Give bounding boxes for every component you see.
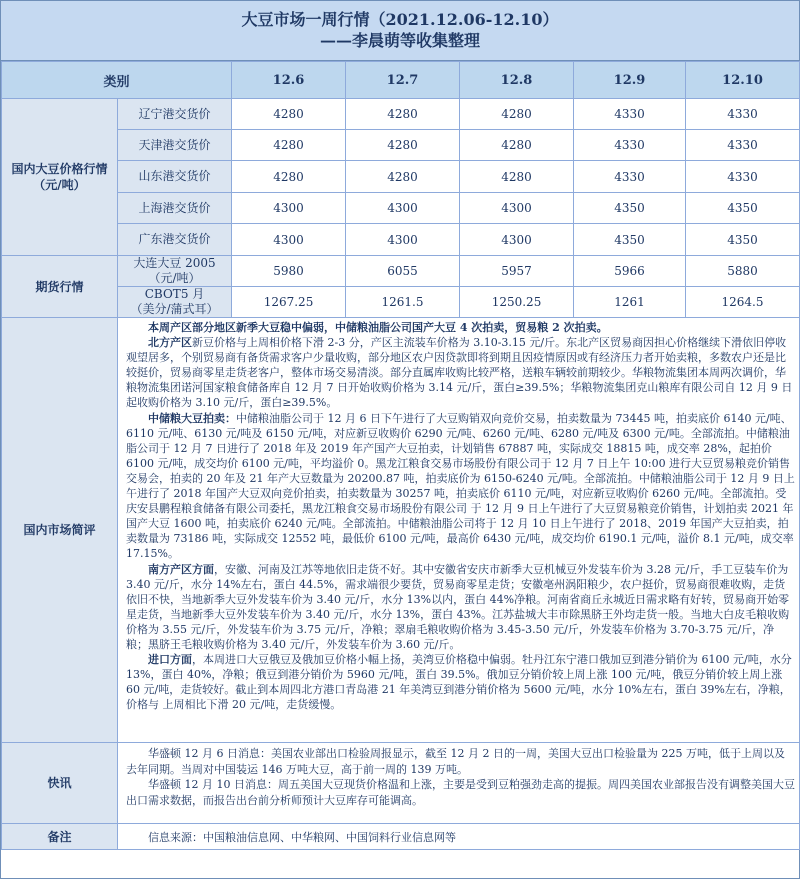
price-cell: 4300 [346,193,460,224]
review-south [126,562,795,653]
price-cell: 4330 [686,99,800,130]
price-cell: 1261 [574,287,686,318]
header-date: 12.10 [686,62,800,99]
price-cell: 5966 [574,256,686,287]
price-cell: 1264.5 [686,287,800,318]
domestic-price-label-text: 国内大豆价格行情（元/吨） [11,162,108,192]
row-label: 辽宁港交货价 [118,99,232,130]
price-cell: 4350 [574,224,686,256]
review-north-lead: 北方产区 [148,336,192,350]
price-cell: 4280 [346,99,460,130]
remarks-label: 备注 [2,824,118,850]
price-cell: 4300 [460,224,574,256]
row-label-line: 大连大豆 2005 [133,256,216,270]
review-north [126,335,795,410]
review-auction [126,411,795,562]
header-date: 12.7 [346,62,460,99]
row-label: 广东港交货价 [118,224,232,256]
price-cell: 1267.25 [232,287,346,318]
news-item: 华盛顿 12 月 10 日消息：周五美国大豆现货价格温和上涨，主要是受到豆粕强劲走高的提振。周四美国农业部报告没有调整美国大豆出口需求数据，而报告出台前分析师预计大豆库存可能调高。 [126,778,795,807]
title-line-2: ——李晨萌等收集整理 [319,31,480,50]
row-label-line: CBOT5 月 [144,287,205,301]
header-row [2,62,800,99]
review-import-lead: 进口方面 [148,653,192,667]
review-auction-lead: 中储粮大豆拍卖： [148,411,236,425]
price-cell: 4330 [574,99,686,130]
price-cell: 5957 [460,256,574,287]
price-cell: 4280 [232,161,346,193]
price-cell: 4350 [686,224,800,256]
news-item: 华盛顿 12 月 6 日消息：美国农业部出口检验周报显示，截至 12 月 2 日的一周，美国大豆出口检验量为 225 万吨，低于上周以及去年同期。当周对中国装运 146 万吨大豆，高于前一周的 139 万吨。 [126,747,785,776]
news-content [118,743,800,824]
price-cell: 4300 [232,193,346,224]
price-cell: 6055 [346,256,460,287]
price-cell: 4330 [686,161,800,193]
table-row [2,224,800,256]
review-auction-text: 中储粮油脂公司于 12 月 6 日下午进行了大豆购销双向竞价交易，拍卖数量为 73445 吨，拍卖底价 6140 元/吨、6110 元/吨、6130 元/吨及 6150 元/吨，对应新豆收购价 6290 元/吨、6260 元/吨、6280 元/吨及 6300 元/吨。全部流拍。中储粮油脂公司于 12 月 7 日进行了 2018 年及 2019 年产国产大豆拍卖，计划销售 67887 吨，实际成交 18815 吨，成交率 28%，起拍价 6100 元/吨，成交均价 6100 元/吨，平均溢价 0。黑龙江粮食交易市场股份有限公司于 12 月 7 日上午 10:00 进行大豆贸易粮竞价销售交易会，拍卖的 20 年及 21 年产大豆数量为 20200.87 吨，拍卖底价为 6150-6240 元/吨。全部流拍。中储粮油脂公司于 12 月 9 日上午进行了 2018 年国产大豆双向竞价拍卖，拍卖数量为 30257 吨，拍卖底价 6110 元/吨，对应新豆收购价 6260 元/吨。全部流拍。受庆安县鹏程粮食储备有限公司委托，黑龙江粮食交易市场股份有限公司 于 12 月 9 日上午进行了大豆贸易粮竞价销售，计划拍卖 2021 年国产大豆 1600 吨，拍卖底价 6240 元/吨。全部流拍。中储粮油脂公司将于 12 月 10 日上午进行了 2018、2019 年国产大豆拍卖，拍卖数量为 73186 吨，实际成交 12552 吨，最低价 6100 元/吨，最高价 6430 元/吨，成交均价 6190.1 元/吨，溢价 8.1 元/吨，成交率 17.15%。 [126,411,795,561]
review-south-text: ，安徽、河南及江苏等地依旧走货不好。其中安徽省安庆市新季大豆机械豆外发装车价为 3.28 元/斤，手工豆装车价为 3.40 元/斤，水分 14%左右，蛋白 44.5%，需求端很少要货，贸易商零星走货；安徽亳州涡阳粮少，农户挺价，贸易商很难收购，走货依旧不快，当地新季大豆外发装车价为 3.40 元/斤，水分 13%以内，蛋白 44%净粮。河南省商丘永城近日需求略有好转，贸易商开始零星走货，当地新季大豆外发装车价为 3.40 元/斤，水分 13%，蛋白 43%。江苏盐城大丰市除黑脐王外均走货一般。当地大白皮毛粮收购价格为 3.55 元/斤，外发装车价为 3.75 元/斤，净粮；翠扇毛粮收购价格为 3.45-3.50 元/斤，外发装车价格为 3.70-3.75 元/斤，净粮；黑脐王毛粮收购价格为 3.40 元/斤，外发装车价为 3.60 元/斤。 [126,562,790,651]
title-line-1: 大豆市场一周行情（2021.12.06-12.10） [241,10,559,29]
price-cell: 4280 [460,161,574,193]
table-row [2,161,800,193]
remarks-content: 信息来源：中国粮油信息网、中华粮网、中国饲料行业信息网等 [118,824,800,850]
row-label [118,256,232,287]
review-north-text: 新豆价格与上周相价格下滑 2-3 分，产区主流装车价格为 3.10-3.15 元/斤。东北产区贸易商因担心价格继续下滑依旧停收观望居多，个别贸易商有备货需求客户少量收购，部分地区农户因贷款即将到期且因疫情原因或有经济压力者开始卖粮，多数农户还是比较挺价，贸易商零星走货老客户，整体市场交易清淡。部分直属库收购比较严格，送粮车辆较前期较少。华粮物流集团本周两次调价，华粮物流集团诺河国家粮食储备库自 12 月 7 日开始收购价格为 3.14 元/斤，蛋白≥39.5%；华粮物流集团克山粮库有限公司自 12 月 9 日起收购价格为 3.10 元/斤，蛋白≥39.5%。 [126,336,793,410]
review-import-text: ，本周进口大豆俄豆及俄加豆价格小幅上扬，美湾豆价格稳中偏弱。牡丹江东宁港口俄加豆到港分销价为 6100 元/吨，水分 13%，蛋白 40%，净粮；俄豆到港分销价为 5960 元/吨，蛋白 39.5%。俄加豆分销价较上周上涨 100 元/吨，俄豆分销价较上周上涨 60 元/吨，走货较好。截止到本周四北方港口青岛港 21 年美湾豆到港分销价格为 5600 元/吨，水分 10%左右，蛋白 39%左右，净粮，价格与 上周相比下滑 20 元/吨，走货缓慢。 [126,653,792,712]
price-cell: 4300 [346,224,460,256]
price-cell: 4280 [460,130,574,161]
price-cell: 4350 [574,193,686,224]
row-label: 天津港交货价 [118,130,232,161]
price-cell: 5880 [686,256,800,287]
review-import [126,652,795,712]
price-cell: 4330 [686,130,800,161]
price-cell: 4280 [346,130,460,161]
remarks-row [2,824,800,850]
review-summary: 本周产区部分地区新季大豆稳中偏弱，中储粮油脂公司国产大豆 4 次拍卖，贸易粮 2 次拍卖。 [148,321,608,334]
price-cell: 4280 [460,99,574,130]
price-cell: 1250.25 [460,287,574,318]
row-label [118,287,232,318]
table-row [2,99,800,130]
price-cell: 1261.5 [346,287,460,318]
review-south-lead: 南方产区方面 [148,562,214,576]
news-row [2,743,800,824]
futures-label: 期货行情 [2,256,118,318]
table-row [2,256,800,287]
price-cell: 5980 [232,256,346,287]
price-cell: 4280 [346,161,460,193]
news-label: 快讯 [2,743,118,824]
review-row [2,318,800,743]
price-cell: 4280 [232,99,346,130]
price-cell: 4280 [232,130,346,161]
row-label-line: （元/吨） [148,271,201,285]
price-cell: 4350 [686,193,800,224]
header-date: 12.6 [232,62,346,99]
table-row [2,193,800,224]
price-cell: 4330 [574,161,686,193]
table-row [2,287,800,318]
row-label-line: （美分/蒲式耳） [130,302,219,316]
price-cell: 4300 [232,224,346,256]
row-label: 山东港交货价 [118,161,232,193]
header-date: 12.9 [574,62,686,99]
row-label: 上海港交货价 [118,193,232,224]
review-content [118,318,800,743]
table-row [2,130,800,161]
price-cell: 4330 [574,130,686,161]
header-category: 类别 [2,62,232,99]
price-cell: 4300 [460,193,574,224]
domestic-price-label [2,99,118,256]
market-table [1,61,800,850]
review-label: 国内市场简评 [2,318,118,743]
header-date: 12.8 [460,62,574,99]
report-title [1,1,799,61]
